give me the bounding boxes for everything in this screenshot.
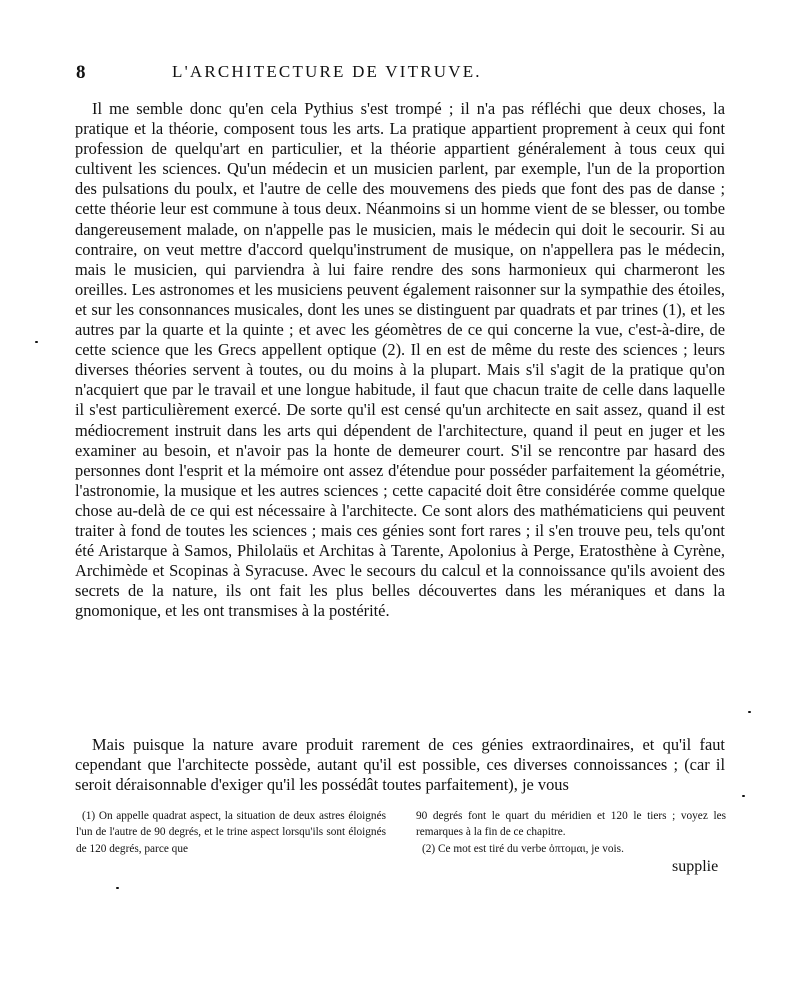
margin-speck bbox=[116, 887, 119, 889]
running-head bbox=[60, 62, 740, 86]
catchword: supplie bbox=[672, 858, 719, 875]
footnote-column-left bbox=[76, 808, 386, 857]
body-paragraph-2: Mais puisque la nature avare produit rarement de ces génies extraordinaires, et qu'il faut cependant que l'architecte possède, autant qu'il est possible, ces diverses connoissances ; (car il seroit déraisonnable d'exiger qu'il les possédât toutes parfaitement), je vous bbox=[75, 735, 725, 795]
running-title: L'ARCHITECTURE DE VITRUVE. bbox=[172, 62, 482, 81]
margin-speck bbox=[748, 711, 751, 713]
page-number: 8 bbox=[76, 62, 86, 83]
margin-speck bbox=[35, 341, 38, 343]
margin-speck bbox=[742, 795, 745, 797]
body-paragraph-1: Il me semble donc qu'en cela Pythius s'est trompé ; il n'a pas réfléchi que deux choses, la pratique et la théorie, composent tous les arts. La pratique appartient proprement à ceux qui font profession de quelqu'art en particulier, et la théorie appartient généralement à tous ceux qui cultivent les sciences. Qu'un médecin et un musicien parlent, par exemple, l'un de la proportion des pulsations du poulx, et l'autre de celle des mouvemens des pieds que font des pas de danse ; cette théorie leur est commune à tous deux. Néanmoins si un homme vient de se blesser, ou tombe dangereusement malade, on n'appelle pas le musicien, mais le médecin qui doit le secourir. Si au contraire, on veut mettre d'accord quelqu'instrument de musique, on n'appellera pas le médecin, mais le musicien, qui parviendra à lui faire rendre des sons harmonieux qui charmeront les oreilles. Les astronomes et les musiciens peuvent également raisonner sur la sympathie des étoiles, et sur les consonnances musicales, dont les unes se distinguent par quadrats et par trines (1), et les autres par la quarte et la quinte ; et avec les géomètres de ce qui concerne la vue, c'est-à-dire, de cette science que les Grecs appellent optique (2). Il en est de même du reste des sciences ; leurs diverses théories servent à toutes, ou du moins à la plupart. Mais s'il s'agit de la pratique qu'on n'acquiert que par le travail et une longue habitude, il faut que chacun traite de celle dans laquelle il s'est particulièrement exercé. De sorte qu'il est censé qu'un architecte en sait assez, quand il est médiocrement instruit dans les arts qui dépendent de l'architecture, quand il peut en juger et les examiner au besoin, et n'avoir pas la honte de demeurer court. S'il se rencontre par hasard des personnes dont l'esprit et la mémoire ont assez d'étendue pour posséder parfaitement la géométrie, l'astronomie, la musique et les autres sciences ; cette capacité doit être considérée comme quelque chose au-delà de ce qui est nécessaire à l'architecte. Ce sont alors des mathématiciens qui peuvent traiter à fond de toutes les sciences ; mais ces génies sont fort rares ; il s'en trouve peu, tels qu'ont été Aristarque à Samos, Philolaüs et Architas à Tarente, Apolonius à Perge, Eratosthène à Cyrène, Archimède et Scopinas à Syracuse. Avec le secours du calcul et la connoissance qu'ils avoient des secrets de la nature, ils ont fait les plus belles découvertes dans les méraniques et dans la gnomonique, et les ont transmises à la postérité. bbox=[75, 99, 725, 621]
footnote-column-right bbox=[416, 808, 726, 857]
footnote-1-continued: 90 degrés font le quart du méridien et 120 le tiers ; voyez les remarques à la fin de ce chapitre. bbox=[416, 810, 726, 839]
footnote-1: (1) On appelle quadrat aspect, la situation de deux astres éloignés l'un de l'autre de 90 degrés, et le trine aspect lorsqu'ils sont éloignés de 120 degrés, parce que bbox=[76, 810, 386, 855]
footnote-2: (2) Ce mot est tiré du verbe ὀπτομαι, je vois. bbox=[422, 842, 624, 855]
